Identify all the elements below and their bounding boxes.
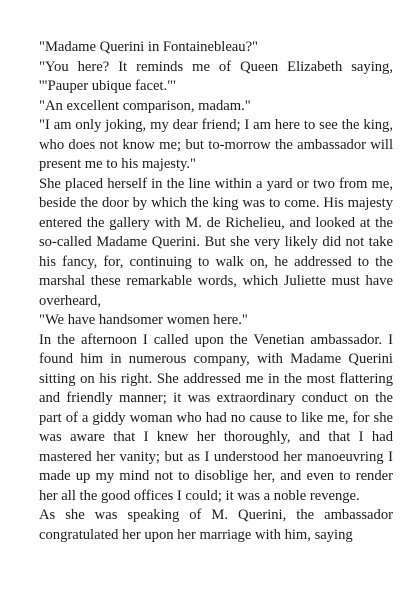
paragraph-6: "We have handsomer women here." bbox=[39, 312, 248, 328]
paragraph-2: "You here? It reminds me of Queen Elizabeth saying, '"Pauper ubique facet."' bbox=[39, 58, 393, 94]
paragraph-5: She placed herself in the line within a yard or two from me, beside the door by which the king was to come. His majesty entered the gallery with M. de Richelieu, and looked at the so-called Madame Querini. But she very likely did not take his fancy, for, continuing to walk on, he addressed to the marshal these remarkable words, which Juliette must have overheard, bbox=[39, 175, 393, 309]
paragraph-3: "An excellent comparison, madam." bbox=[39, 97, 251, 114]
paragraph-4: "I am only joking, my dear friend; I am here to see the king, who does not know me; but to-morrow the ambassador will present me to his majesty." bbox=[39, 117, 393, 172]
paragraph-7: In the afternoon I called upon the Venetian ambassador. I found him in numerous company, with Madame Querini sitting on his right. She addressed me in the most flattering and friendly manner; it was extraordinary conduct on the part of a giddy woman who had no cause to like me, for she was aware that I knew her thoroughly, and that I had mastered her vanity; but as I understood her manoeuvring I made up my mind not to disoblige her, and even to render her all the good offices I could; it was a noble revenge. bbox=[39, 331, 393, 504]
paragraph-1: "Madame Querini in Fontainebleau?" bbox=[39, 39, 258, 55]
paragraph-8: As she was speaking of M. Querini, the ambassador congratulated her upon her marriage with him, saying bbox=[39, 507, 393, 543]
